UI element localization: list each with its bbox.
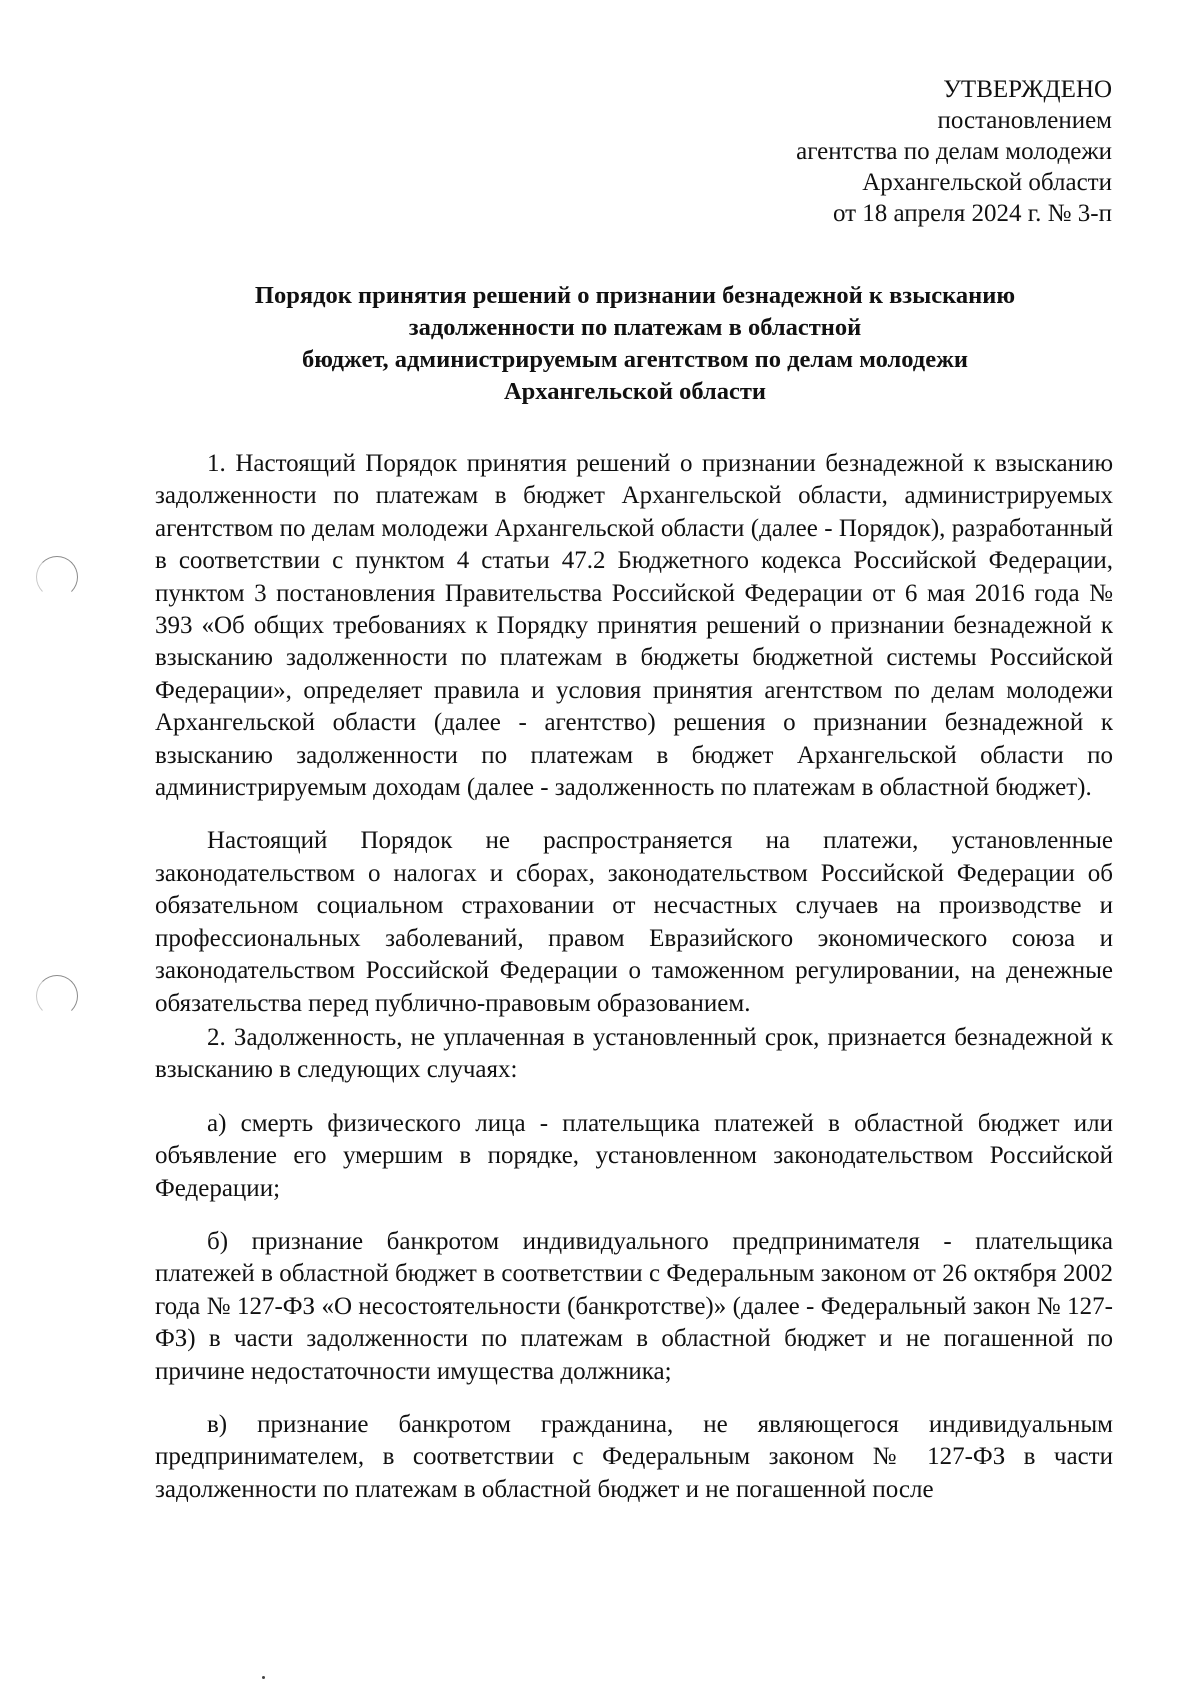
approval-line: Архангельской области (862, 169, 1112, 196)
document-body (155, 448, 1113, 1506)
approval-stamp-block (796, 74, 1112, 229)
clause-b: б) признание банкротом индивидуального предпринимателя - плательщика платежей в областной бюджет в соответствии с Федеральным законом от 26 октября 2002 года № 127-ФЗ «О несостоятельности (банкротстве)» (далее - Федеральный закон № 127-ФЗ) в части задолженности по платежам в областной бюджет и не погашенной по причине недостаточности имущества должника; (155, 1227, 1113, 1385)
title-line: бюджет, администрируемым агентством по делам молодежи (302, 346, 968, 373)
paragraph-1: 1. Настоящий Порядок принятия решений о признании безнадежной к взысканию задолженности по платежам в бюджет Архангельской области, администрируемых агентством по делам молодежи Архангельской области (далее - Порядок), разработанный в соответствии с пунктом 4 статьи 47.2 Бюджетного кодекса Российской Федерации, пунктом 3 постановления Правительства Российской Федерации от 6 мая 2016 года № 393 «Об общих требованиях к Порядку принятия решений о признании безнадежной к взысканию задолженности по платежам в бюджеты бюджетной системы Российской Федерации», определяет правила и условия принятия агентством по делам молодежи Архангельской области (далее - агентство) решения о признании безнадежной к взысканию задолженности по платежам в бюджет Архангельской области по администрируемым доходам (далее - задолженность по платежам в областной бюджет). (155, 450, 1113, 802)
document-title (200, 280, 1070, 408)
approval-date-line: от 18 апреля 2024 г. № 3-п (832, 200, 1112, 227)
paragraph-scope: Настоящий Порядок не распространяется на платежи, установленные законодательством о налогах и сборах, законодательством Российской Федерации об обязательном социальном страховании от несчастных случаев на производстве и профессиональных заболеваний, правом Евразийского экономического союза и законодательством Российской Федерации о таможенном регулировании, на денежные обязательства перед публично-правовым образованием. (155, 827, 1113, 1017)
approval-line: агентства по делам молодежи (796, 138, 1112, 165)
approval-line: постановлением (937, 107, 1112, 134)
title-line: задолженности по платежам в областной (408, 314, 862, 341)
title-line: Архангельской области (503, 378, 767, 405)
punch-hole-mark (36, 556, 78, 598)
punch-hole-mark (36, 975, 78, 1017)
scan-speck (262, 1676, 265, 1679)
title-line: Порядок принятия решений о признании безнадежной к взысканию (254, 282, 1016, 309)
clause-a: а) смерть физического лица - плательщика платежей в областной бюджет или объявление его умершим в порядке, установленном законодательством Российской Федерации; (155, 1109, 1113, 1202)
paragraph-2: 2. Задолженность, не уплаченная в установленный срок, признается безнадежной к взысканию в следующих случаях: (155, 1023, 1113, 1084)
clause-c: в) признание банкротом гражданина, не являющегося индивидуальным предпринимателем, в соответствии с Федеральным законом № 127-ФЗ в части задолженности по платежам в областной бюджет и не погашенной после (155, 1410, 1113, 1503)
approval-heading: УТВЕРЖДЕНО (943, 76, 1112, 103)
